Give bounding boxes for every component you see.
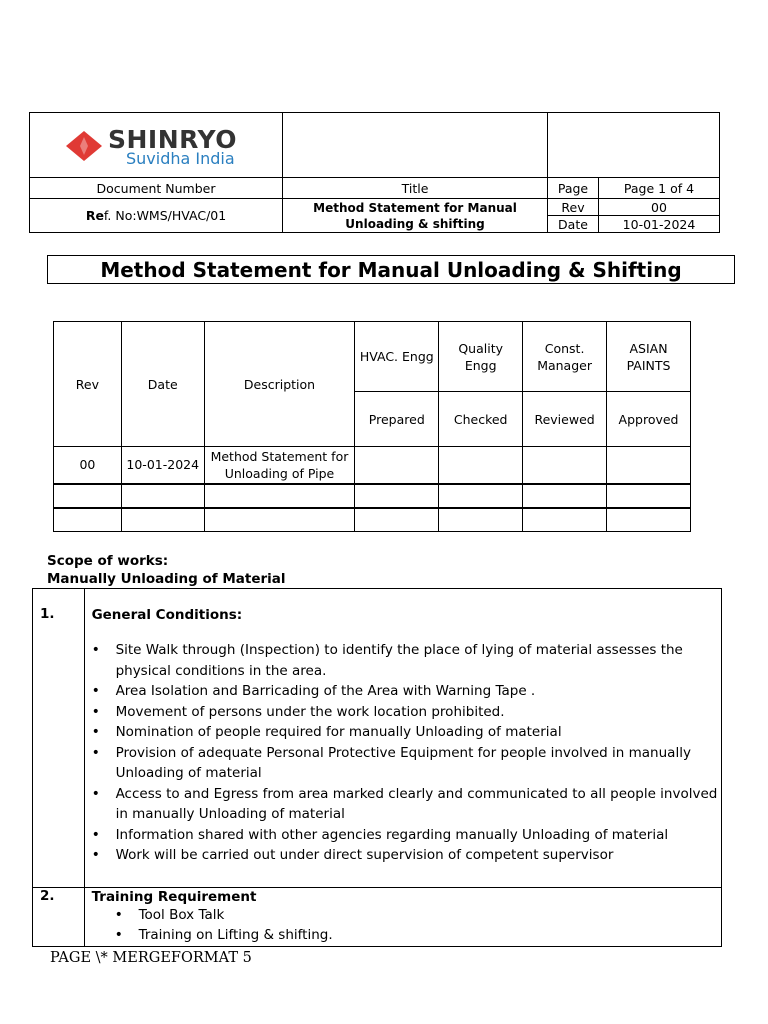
general-conditions-list xyxy=(86,640,720,866)
section-number: 2. xyxy=(33,888,85,947)
company-logo xyxy=(66,127,266,167)
col-header-prepared: Prepared xyxy=(355,392,439,447)
col-header-hvac: HVAC. Engg xyxy=(355,322,439,392)
col-header-quality: Quality Engg xyxy=(439,322,523,392)
date-label: Date xyxy=(548,216,599,233)
list-item: • Information shared with other agencies regarding manually Unloading of material xyxy=(86,825,720,846)
section-body xyxy=(84,589,721,888)
section-number: 1. xyxy=(33,589,85,888)
page-label: Page xyxy=(548,178,599,199)
section-body xyxy=(84,888,721,947)
training-list xyxy=(86,905,720,945)
row-reviewed xyxy=(523,447,607,484)
col-header-checked: Checked xyxy=(439,392,523,447)
header-blank-title-cell xyxy=(283,113,548,178)
title-label: Title xyxy=(283,178,548,199)
header-blank-right-cell xyxy=(548,113,720,178)
col-header-approved: Approved xyxy=(607,392,691,447)
list-item: • Site Walk through (Inspection) to identify the place of lying of material assesses the physical conditions in the area. xyxy=(86,640,720,681)
list-item: • Training on Lifting & shifting. xyxy=(86,925,720,945)
logo-diamond-icon xyxy=(66,131,102,161)
ref-prefix: Re xyxy=(85,208,104,223)
scope-heading: Scope of works: xyxy=(47,553,169,569)
row-date: 10-01-2024 xyxy=(121,447,204,484)
col-header-asian: ASIAN PAINTS xyxy=(607,322,691,392)
list-item: • Area Isolation and Barricading of the Area with Warning Tape . xyxy=(86,681,720,702)
rev-label: Rev xyxy=(548,199,599,216)
section-title: General Conditions: xyxy=(91,607,243,623)
rev-value: 00 xyxy=(599,199,720,216)
date-value: 10-01-2024 xyxy=(599,216,720,233)
scope-subheading: Manually Unloading of Material xyxy=(47,571,286,587)
col-header-reviewed: Reviewed xyxy=(523,392,607,447)
col-header-date: Date xyxy=(121,322,204,447)
table-row xyxy=(54,447,691,484)
col-header-const: Const. Manager xyxy=(523,322,607,392)
row-description: Method Statement for Unloading of Pipe xyxy=(204,447,355,484)
list-item: • Nomination of people required for manually Unloading of material xyxy=(86,722,720,743)
document-header-table xyxy=(29,112,720,233)
row-checked xyxy=(439,447,523,484)
table-row xyxy=(54,508,691,532)
col-header-description: Description xyxy=(204,322,355,447)
logo-name: SHINRYO xyxy=(108,125,238,154)
ref-rest: f. No:WMS/HVAC/01 xyxy=(103,208,227,223)
ref-number xyxy=(30,199,283,233)
page-value: Page 1 of 4 xyxy=(599,178,720,199)
table-row xyxy=(54,484,691,508)
row-approved xyxy=(607,447,691,484)
row-rev: 00 xyxy=(54,447,122,484)
section-title: Training Requirement xyxy=(91,889,257,905)
col-header-rev: Rev xyxy=(54,322,122,447)
logo-cell xyxy=(30,113,283,178)
logo-subtitle: Suvidha India xyxy=(126,149,235,168)
main-title: Method Statement for Manual Unloading & Shifting xyxy=(47,255,735,284)
title-value: Method Statement for Manual Unloading & shifting xyxy=(283,199,548,233)
doc-number-label: Document Number xyxy=(30,178,283,199)
revision-table xyxy=(53,321,691,532)
list-item: • Work will be carried out under direct supervision of competent supervisor xyxy=(86,845,720,866)
page-footer: PAGE \* MERGEFORMAT 5 xyxy=(50,950,252,966)
list-item: • Access to and Egress from area marked clearly and communicated to all people involved in manually Unloading of material xyxy=(86,784,720,825)
list-item: • Tool Box Talk xyxy=(86,905,720,925)
list-item: • Movement of persons under the work location prohibited. xyxy=(86,702,720,723)
list-item: • Provision of adequate Personal Protective Equipment for people involved in manually Unloading of material xyxy=(86,743,720,784)
row-prepared xyxy=(355,447,439,484)
conditions-table xyxy=(32,588,722,947)
